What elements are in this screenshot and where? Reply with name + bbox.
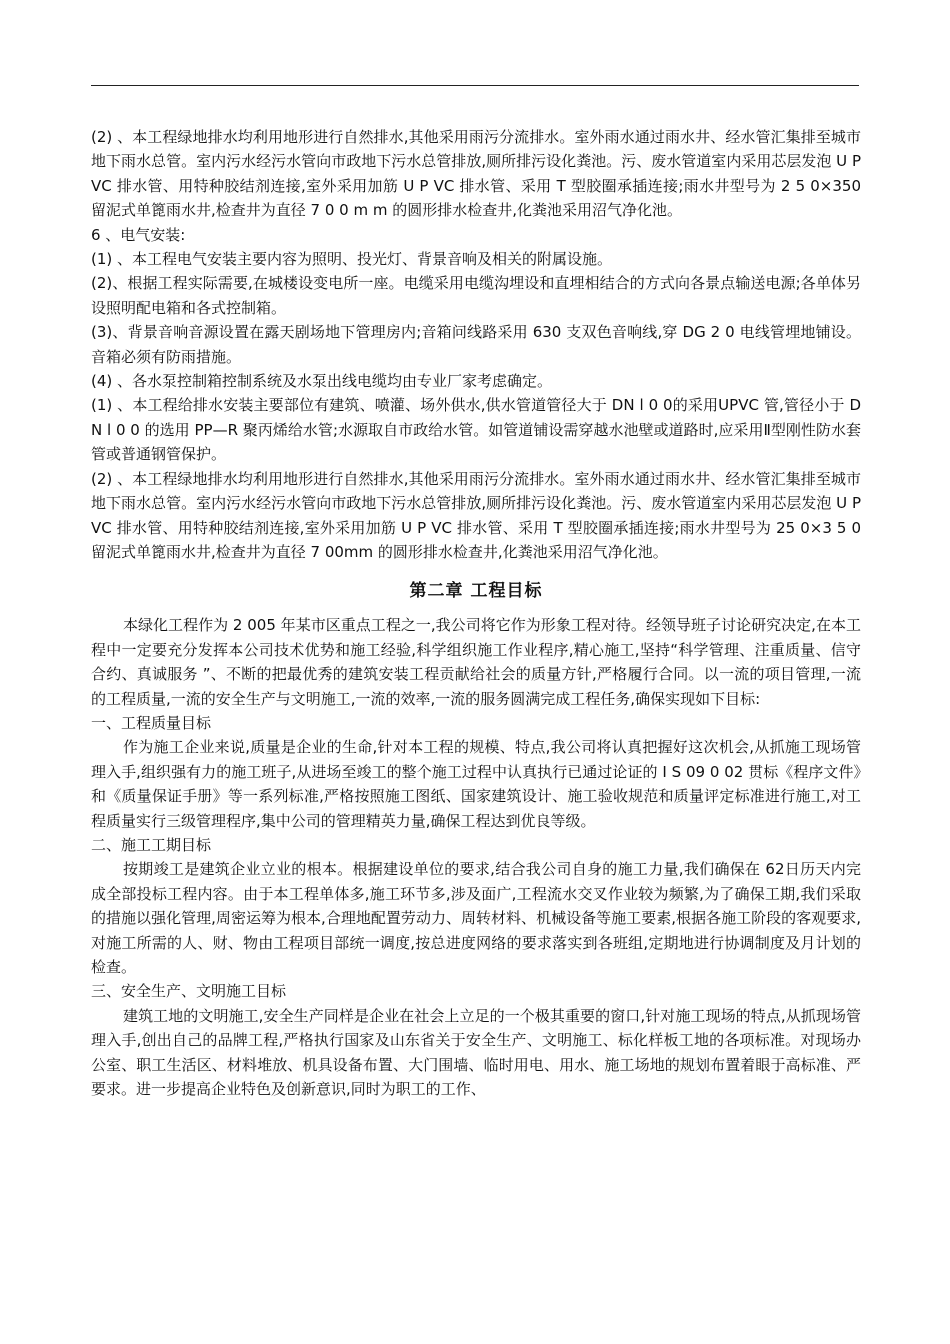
paragraph-electrical-3: (3)、背景音响音源设置在露天剧场地下管理房内;音箱问线路采用 630 支双色音响线,穿 DG 2 0 电线管埋地铺设。音箱必须有防雨措施。 — [91, 323, 861, 366]
paragraph-water-supply: (1) 、本工程给排水安装主要部位有建筑、喷灌、场外供水,供水管道管径大于 DN l 0 0的采用UPVC 管,管径小于 DN l 0 0 的选用 PP—R 聚丙烯给水管;水源取自市政给水管。如管道铺设需穿越水池壁或道路时,应采用Ⅱ型刚性防水套管或普通钢管保护。 — [91, 396, 861, 464]
section-heading-schedule: 二、施工工期目标 — [91, 835, 212, 854]
header-rule — [91, 85, 859, 86]
section-electrical-heading: 6 、电气安装: — [91, 225, 186, 244]
paragraph-electrical-4: (4) 、各水泵控制箱控制系统及水泵出线电缆均由专业厂家考虑确定。 — [91, 372, 553, 391]
section-body-schedule: 按期竣工是建筑企业立业的根本。根据建设单位的要求,结合我公司自身的施工力量,我们确保在 62日历天内完成全部投标工程内容。由于本工程单体多,施工环节多,涉及面广,工程流水交叉作业较为频繁,为了确保工期,我们采取的措施以强化管理,周密运筹为根本,合理地配置劳动力、周转材料、机械设备等施工要素,根据各施工阶段的客观要求,对施工所需的人、财、物由工程项目部统一调度,按总进度网络的要求落实到各班组,定期地进行协调制度及月计划的检查。 — [91, 860, 861, 976]
chapter-intro: 本绿化工程作为 2 005 年某市区重点工程之一,我公司将它作为形象工程对待。经领导班子讨论研究决定,在本工程中一定要充分发挥本公司技术优势和施工经验,科学组织施工作业程序,精心施工,坚持“科学管理、注重质量、信守合约、真诚服务 ”、不断的把最优秀的建筑安装工程贡献给社会的质量方针,严格履行合同。以一流的项目管理,一流的工程质量,一流的安全生产与文明施工,一流的效率,一流的服务圆满完成工程任务,确保实现如下目标: — [91, 616, 861, 708]
paragraph-electrical-2: (2)、根据工程实际需要,在城楼设变电所一座。电缆采用电缆沟埋设和直埋相结合的方式向各景点输送电源;各单体另设照明配电箱和各式控制箱。 — [91, 274, 861, 317]
section-heading-quality: 一、工程质量目标 — [91, 713, 212, 732]
document-body — [91, 125, 861, 1101]
section-heading-safety: 三、安全生产、文明施工目标 — [91, 982, 287, 1001]
section-body-quality: 作为施工企业来说,质量是企业的生命,针对本工程的规模、特点,我公司将认真把握好这次机会,从抓施工现场管理入手,组织强有力的施工班子,从进场至竣工的整个施工过程中认真执行已通过论证的 I S 09 0 02 贯标《程序文件》和《质量保证手册》等一系列标准,严格按照施工图纸、国家建筑设计、施工验收规范和质量评定标准进行施工,对工程质量实行三级管理程序,集中公司的管理精英力量,确保工程达到优良等级。 — [91, 738, 861, 830]
section-body-safety: 建筑工地的文明施工,安全生产同样是企业在社会上立足的一个极其重要的窗口,针对施工现场的特点,从抓现场管理入手,创出自己的品牌工程,严格执行国家及山东省关于安全生产、文明施工、标化样板工地的各项标准。对现场办公室、职工生活区、材料堆放、机具设备布置、大门围墙、临时用电、用水、施工场地的规划布置着眼于高标准、严要求。进一步提高企业特色及创新意识,同时为职工的工作、 — [91, 1006, 861, 1099]
paragraph-drainage-2: (2) 、本工程绿地排水均利用地形进行自然排水,其他采用雨污分流排水。室外雨水通过雨水井、经水管汇集排至城市地下雨水总管。室内污水经污水管向市政地下污水总管排放,厕所排污设化粪池。污、废水管道室内采用芯层发泡 U PVC 排水管、用特种胶结剂连接,室外采用加筋 U P VC 排水管、采用 T 型胶圈承插连接;雨水井型号为 25 0×3 5 0 留泥式单篦雨水井,检查井为直径 7 00mm 的圆形排水检查井,化粪池采用沼气净化池。 — [91, 469, 861, 561]
chapter-title: 第二章 工程目标 — [409, 581, 543, 602]
paragraph-electrical-1: (1) 、本工程电气安装主要内容为照明、投光灯、背景音响及相关的附属设施。 — [91, 250, 613, 269]
paragraph-drainage-1: (2) 、本工程绿地排水均利用地形进行自然排水,其他采用雨污分流排水。室外雨水通过雨水井、经水管汇集排至城市地下雨水总管。室内污水经污水管向市政地下污水总管排放,厕所排污设化粪池。污、废水管道室内采用芯层发泡 U PVC 排水管、用特种胶结剂连接,室外采用加筋 U P VC 排水管、采用 T 型胶圈承插连接;雨水井型号为 2 5 0×350 留泥式单篦雨水井,检查井为直径 7 0 0 m m 的圆形排水检查井,化粪池采用沼气净化池。 — [91, 128, 861, 220]
